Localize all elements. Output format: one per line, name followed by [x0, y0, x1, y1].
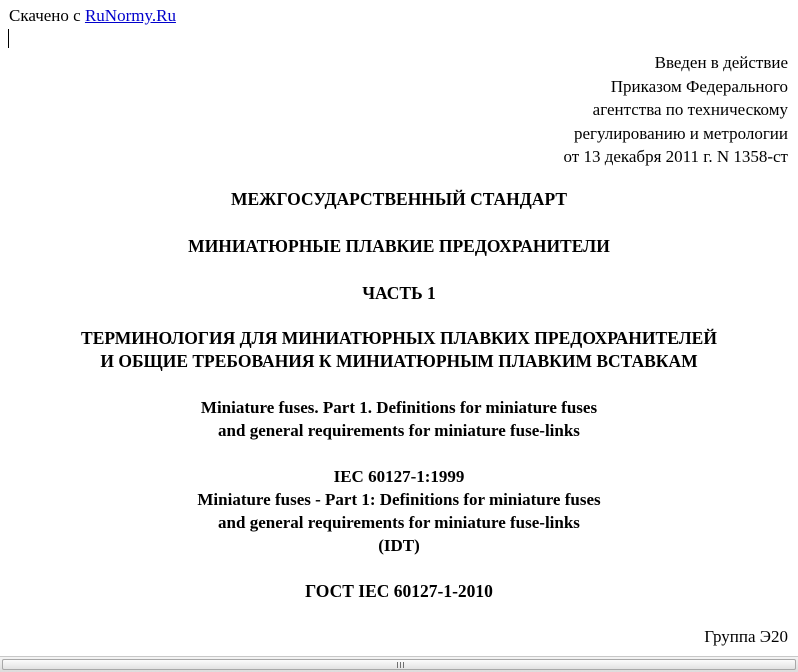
iec-number: IEC 60127-1:1999 — [333, 467, 465, 486]
approval-line: от 13 декабря 2011 г. N 1358-ст — [563, 147, 788, 166]
iec-degree: (IDT) — [378, 536, 420, 555]
part-heading: ЧАСТЬ 1 — [362, 283, 436, 303]
source-prefix: Скачено с — [9, 6, 81, 25]
scrollbar-thumb[interactable] — [2, 659, 796, 670]
text-caret — [8, 29, 9, 48]
approval-block — [563, 51, 788, 169]
iec-title-line: and general requirements for miniature fuse-links — [218, 513, 580, 532]
iec-reference — [0, 465, 798, 557]
iec-title-line: Miniature fuses - Part 1: Definitions for miniature fuses — [197, 490, 601, 509]
english-title — [0, 397, 798, 442]
runormy-link[interactable]: RuNormy.Ru — [84, 6, 176, 25]
english-title-line: and general requirements for miniature fuse-links — [218, 420, 580, 440]
approval-line: Введен в действие — [654, 53, 788, 72]
group-label: Группа Э20 — [704, 627, 788, 646]
horizontal-scrollbar[interactable] — [0, 656, 798, 672]
subtitle-heading — [0, 327, 798, 372]
approval-line: агентства по техническому — [592, 100, 788, 119]
source-line — [9, 6, 176, 26]
approval-line: Приказом Федерального — [610, 76, 788, 96]
gost-number: ГОСТ IEC 60127-1-2010 — [305, 581, 493, 601]
english-title-line: Miniature fuses. Part 1. Definitions for miniature fuses — [200, 398, 598, 417]
approval-line: регулированию и метрологии — [573, 123, 788, 143]
standard-type-heading: МЕЖГОСУДАРСТВЕННЫЙ СТАНДАРТ — [230, 189, 568, 209]
standard-title-heading: МИНИАТЮРНЫЕ ПЛАВКИЕ ПРЕДОХРАНИТЕЛИ — [188, 236, 610, 256]
grip-icon — [397, 662, 406, 668]
subtitle-line: И ОБЩИЕ ТРЕБОВАНИЯ К МИНИАТЮРНЫМ ПЛАВКИМ ВСТАВКАМ — [100, 350, 698, 371]
subtitle-line: ТЕРМИНОЛОГИЯ ДЛЯ МИНИАТЮРНЫХ ПЛАВКИХ ПРЕДОХРАНИТЕЛЕЙ — [81, 328, 717, 348]
